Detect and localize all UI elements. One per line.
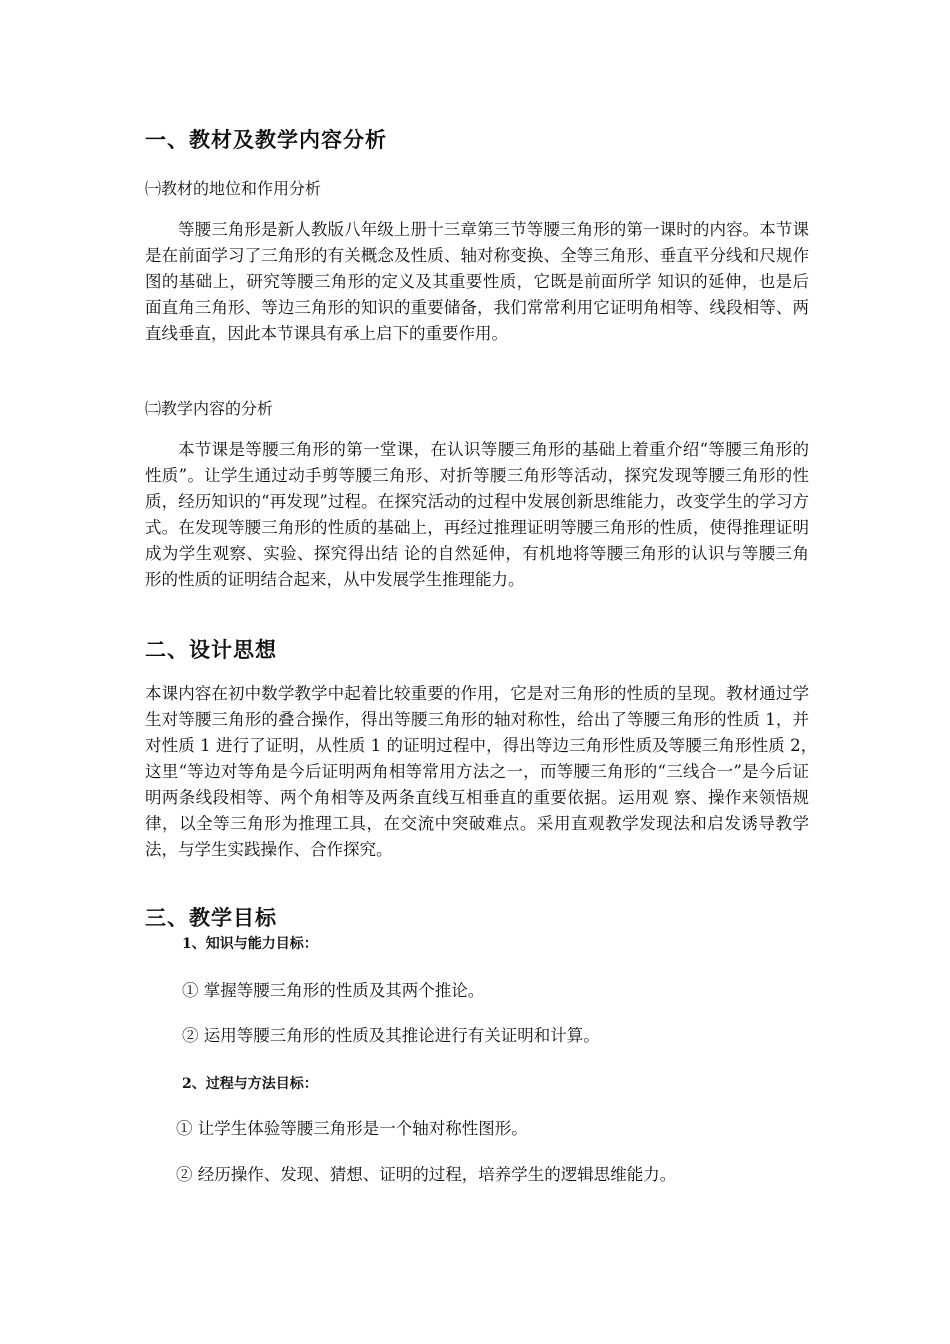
goal1-item-2: ② 运用等腰三角形的性质及其推论进行有关证明和计算。	[182, 1026, 600, 1045]
goal2-title: 2、过程与方法目标：	[182, 1076, 318, 1092]
section1-subheading-1: ㈠教材的地位和作用分析	[145, 179, 322, 198]
goal2-item-2: ② 经历操作、发现、猜想、证明的过程，培养学生的逻辑思维能力。	[176, 1165, 677, 1184]
section1-paragraph-2: 本节课是等腰三角形的第一堂课，在认识等腰三角形的基础上着重介绍“等腰三角形的性质”。让学生通过动手剪等腰三角形、对折等腰三角形等活动，探究发现等腰三角形的性质，经历知识的“再发现”过程。在探究活动的过程中发展创新思维能力，改变学生的学习方式。在发现等腰三角形的性质的基础上，再经过推理证明等腰三角形的性质，使得推理证明成为学生观察、实验、探究得出结 论的自然延伸，有机地将等腰三角形的认识与等腰三角形的性质的证明结合起来，从中发展学生推理能力。	[145, 440, 809, 589]
section1-paragraph-1: 等腰三角形是新人教版八年级上册十三章第三节等腰三角形的第一课时的内容。本节课是在前面学习了三角形的有关概念及性质、轴对称变换、全等三角形、垂直平分线和尺规作图的基础上，研究等腰三角形的定义及其重要性质，它既是前面所学 知识的延伸，也是后面直角三角形、等边三角形的知识的重要储备，我们常常利用它证明角相等、线段相等、两直线垂直，因此本节课具有承上启下的重要作用。	[145, 220, 809, 343]
section1-subheading-2: ㈡教学内容的分析	[145, 399, 274, 418]
section1-heading: 一、教材及教学内容分析	[145, 127, 387, 152]
section2-heading: 二、设计思想	[145, 637, 277, 662]
goal2-item-1: ① 让学生体验等腰三角形是一个轴对称性图形。	[176, 1119, 528, 1138]
goal1-title: 1、知识与能力目标：	[182, 936, 318, 952]
section2-paragraph: 本课内容在初中数学教学中起着比较重要的作用，它是对三角形的性质的呈现。教材通过学生对等腰三角形的叠合操作，得出等腰三角形的轴对称性，给出了等腰三角形的性质 1，并对性质 1 进行了证明，从性质 1 的证明过程中，得出等边三角形性质及等腰三角形性质 2， 这里“等边对等角是今后证明两角相等常用方法之一，而等腰三角形的“三线合一”是今后证明两条线段相等、两个角相等及两条直线互相垂直的重要依据。运用观 察、操作来领悟规律，以全等三角形为推理工具，在交流中突破难点。采用直观教学发现法和启发诱导教学法，与学生实践操作、合作探究。	[145, 684, 826, 859]
goal1-item-1: ① 掌握等腰三角形的性质及其两个推论。	[182, 981, 485, 1000]
section3-heading: 三、教学目标	[145, 905, 277, 930]
